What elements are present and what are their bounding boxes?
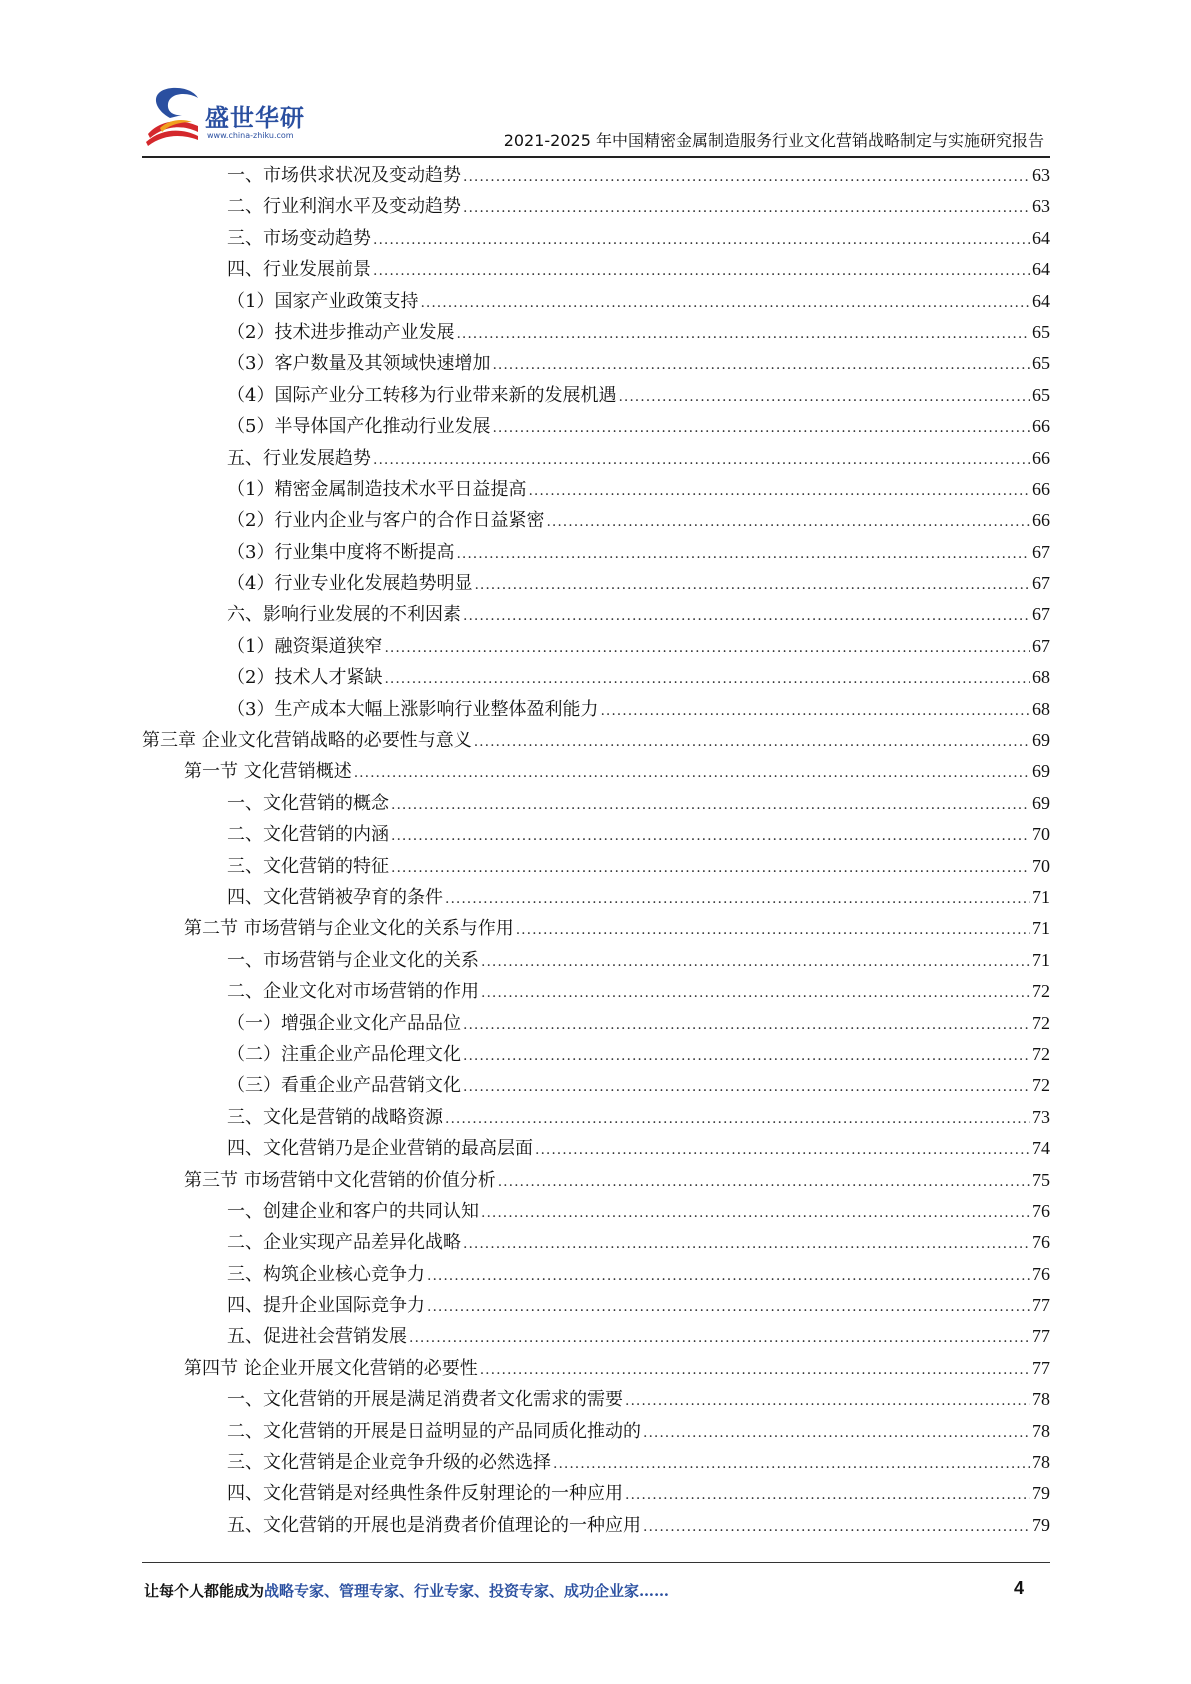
toc-entry-label: 五、促进社会营销发展 <box>227 1326 407 1348</box>
toc-entry[interactable] <box>142 1447 1050 1478</box>
toc-entry-label: 二、企业实现产品差异化战略 <box>227 1232 461 1254</box>
slogan-lead: 让每个人都能成为 <box>144 1582 265 1600</box>
toc-dot-leader <box>391 821 1030 852</box>
toc-entry-page: 64 <box>1032 290 1050 311</box>
page-number: 4 <box>1014 1578 1025 1598</box>
toc-dot-leader <box>384 633 1030 664</box>
toc-entry-label: 六、影响行业发展的不利因素 <box>227 604 461 626</box>
toc-entry[interactable] <box>142 317 1050 348</box>
toc-dot-leader <box>391 790 1030 821</box>
toc-entry[interactable] <box>142 1353 1050 1384</box>
toc-entry-label: （2）行业内企业与客户的合作日益紧密 <box>227 510 545 532</box>
toc-entry-label: 四、文化营销被孕育的条件 <box>227 886 443 908</box>
toc-entry-label: （1）国家产业政策支持 <box>227 290 419 312</box>
report-title: 2021-2025 年中国精密金属制造服务行业文化营销战略制定与实施研究报告 <box>503 131 1044 150</box>
toc-entry[interactable] <box>142 945 1050 976</box>
toc-entry[interactable] <box>142 976 1050 1007</box>
toc-entry-page: 74 <box>1032 1138 1050 1159</box>
toc-dot-leader <box>474 727 1030 758</box>
toc-dot-leader <box>481 947 1030 978</box>
toc-dot-leader <box>643 1418 1030 1449</box>
toc-dot-leader <box>463 1229 1030 1260</box>
toc-entry-label: （二）注重企业产品伦理文化 <box>227 1043 461 1065</box>
toc-entry-page: 70 <box>1032 824 1050 845</box>
toc-dot-leader <box>463 1072 1030 1103</box>
toc-entry-label: （1）精密金属制造技术水平日益提高 <box>227 478 527 500</box>
toc-dot-leader <box>492 350 1030 381</box>
toc-dot-leader <box>528 476 1030 507</box>
toc-entry-page: 66 <box>1032 416 1050 437</box>
toc-entry-label: 三、文化营销的特征 <box>227 855 389 877</box>
toc-dot-leader <box>600 696 1030 727</box>
toc-entry-label: （一）增强企业文化产品品位 <box>227 1012 461 1034</box>
toc-entry[interactable] <box>142 788 1050 819</box>
toc-entry-label: 三、构筑企业核心竞争力 <box>227 1263 425 1285</box>
toc-entry[interactable] <box>142 223 1050 254</box>
toc-dot-leader <box>618 382 1030 413</box>
toc-dot-leader <box>474 570 1030 601</box>
toc-entry[interactable] <box>142 1478 1050 1509</box>
toc-entry-page: 72 <box>1032 981 1050 1002</box>
toc-entry[interactable] <box>142 160 1050 191</box>
toc-entry-page: 79 <box>1032 1514 1050 1535</box>
toc-dot-leader <box>463 1010 1030 1041</box>
toc-dot-leader <box>498 1167 1030 1198</box>
toc-entry-label: 三、文化是营销的战略资源 <box>227 1106 443 1128</box>
toc-entry-page: 78 <box>1032 1452 1050 1473</box>
toc-dot-leader <box>427 1261 1030 1292</box>
toc-entry-label: 一、市场营销与企业文化的关系 <box>227 949 479 971</box>
toc-entry-page: 65 <box>1032 384 1050 405</box>
logo-url: www.china-zhiku.com <box>207 131 294 140</box>
toc-entry-page: 66 <box>1032 510 1050 531</box>
toc-entry-page: 64 <box>1032 227 1050 248</box>
toc-entry-page: 72 <box>1032 1012 1050 1033</box>
toc-entry[interactable] <box>142 348 1050 379</box>
toc-dot-leader <box>625 1386 1030 1417</box>
toc-entry-label: 四、提升企业国际竞争力 <box>227 1295 425 1317</box>
toc-entry-page: 69 <box>1032 792 1050 813</box>
toc-entry-page: 71 <box>1032 949 1050 970</box>
toc-entry[interactable] <box>142 694 1050 725</box>
toc-entry-page: 78 <box>1032 1420 1050 1441</box>
toc-entry-page: 66 <box>1032 447 1050 468</box>
toc-entry[interactable] <box>142 631 1050 662</box>
toc-dot-leader <box>456 539 1030 570</box>
toc-entry[interactable] <box>142 1416 1050 1447</box>
toc-entry-page: 67 <box>1032 573 1050 594</box>
toc-entry-page: 78 <box>1032 1389 1050 1410</box>
toc-dot-leader <box>373 256 1030 287</box>
toc-entry[interactable] <box>142 411 1050 442</box>
toc-entry-label: （1）融资渠道狭窄 <box>227 635 383 657</box>
toc-entry-page: 67 <box>1032 604 1050 625</box>
toc-entry-page: 69 <box>1032 730 1050 751</box>
toc-entry-label: （2）技术人才紧缺 <box>227 667 383 689</box>
toc-entry-page: 76 <box>1032 1232 1050 1253</box>
toc-entry[interactable] <box>142 882 1050 913</box>
toc-entry-label: 四、行业发展前景 <box>227 259 371 281</box>
toc-entry-page: 77 <box>1032 1357 1050 1378</box>
toc-entry[interactable] <box>142 819 1050 850</box>
toc-entry-label: （2）技术进步推动产业发展 <box>227 321 455 343</box>
toc-dot-leader <box>427 1292 1030 1323</box>
toc-entry-label: 二、行业利润水平及变动趋势 <box>227 196 461 218</box>
logo-name: 盛世华研 <box>205 104 305 132</box>
toc-entry[interactable] <box>142 1133 1050 1164</box>
toc-entry[interactable] <box>142 1039 1050 1070</box>
toc-entry-page: 70 <box>1032 855 1050 876</box>
toc-entry-label: 三、文化营销是企业竞争升级的必然选择 <box>227 1452 551 1474</box>
table-of-contents <box>142 160 1050 1541</box>
toc-entry-label: 一、创建企业和客户的共同认知 <box>227 1200 479 1222</box>
toc-entry-label: 二、企业文化对市场营销的作用 <box>227 981 479 1003</box>
toc-dot-leader <box>391 853 1030 884</box>
toc-entry[interactable] <box>142 286 1050 317</box>
toc-dot-leader <box>354 758 1030 789</box>
toc-entry[interactable] <box>142 599 1050 630</box>
toc-entry-page: 76 <box>1032 1263 1050 1284</box>
toc-entry-label: 一、文化营销的概念 <box>227 792 389 814</box>
footer-divider <box>142 1562 1050 1563</box>
toc-entry-label: 四、文化营销乃是企业营销的最高层面 <box>227 1138 533 1160</box>
toc-dot-leader <box>463 601 1030 632</box>
toc-entry[interactable] <box>142 756 1050 787</box>
footer-slogan <box>144 1580 669 1601</box>
toc-entry-page: 72 <box>1032 1043 1050 1064</box>
toc-dot-leader <box>480 1355 1030 1386</box>
toc-entry-label: 第三节 市场营销中文化营销的价值分析 <box>184 1169 496 1191</box>
toc-entry-label: （3）生产成本大幅上涨影响行业整体盈利能力 <box>227 698 599 720</box>
toc-entry[interactable] <box>142 568 1050 599</box>
toc-entry[interactable] <box>142 1196 1050 1227</box>
toc-entry-page: 77 <box>1032 1326 1050 1347</box>
toc-entry-page: 71 <box>1032 886 1050 907</box>
toc-entry-page: 66 <box>1032 478 1050 499</box>
toc-dot-leader <box>516 915 1030 946</box>
toc-entry-page: 79 <box>1032 1483 1050 1504</box>
toc-entry-label: （5）半导体国产化推动行业发展 <box>227 416 491 438</box>
toc-entry-label: 第一节 文化营销概述 <box>184 761 352 783</box>
toc-entry[interactable] <box>142 474 1050 505</box>
toc-entry-label: 第三章 企业文化营销战略的必要性与意义 <box>142 730 472 752</box>
toc-dot-leader <box>420 288 1030 319</box>
toc-entry-page: 73 <box>1032 1106 1050 1127</box>
toc-entry[interactable] <box>142 1008 1050 1039</box>
toc-dot-leader <box>546 507 1030 538</box>
toc-entry-page: 76 <box>1032 1200 1050 1221</box>
page-header <box>0 0 1191 160</box>
toc-entry[interactable] <box>142 505 1050 536</box>
toc-entry[interactable] <box>142 443 1050 474</box>
toc-entry-label: 第二节 市场营销与企业文化的关系与作用 <box>184 918 514 940</box>
toc-entry-label: （4）国际产业分工转移为行业带来新的发展机遇 <box>227 384 617 406</box>
toc-dot-leader <box>373 225 1030 256</box>
toc-entry[interactable] <box>142 1259 1050 1290</box>
toc-dot-leader <box>643 1512 1030 1543</box>
toc-dot-leader <box>373 445 1030 476</box>
toc-entry[interactable] <box>142 913 1050 944</box>
toc-entry-page: 65 <box>1032 353 1050 374</box>
toc-entry-label: （三）看重企业产品营销文化 <box>227 1075 461 1097</box>
toc-entry-page: 75 <box>1032 1169 1050 1190</box>
toc-dot-leader <box>625 1480 1030 1511</box>
header-divider <box>142 156 1050 158</box>
toc-dot-leader <box>463 1041 1030 1072</box>
toc-entry[interactable] <box>142 1384 1050 1415</box>
toc-dot-leader <box>481 1198 1030 1229</box>
toc-dot-leader <box>456 319 1030 350</box>
toc-entry-page: 69 <box>1032 761 1050 782</box>
toc-entry[interactable] <box>142 1321 1050 1352</box>
toc-entry-page: 63 <box>1032 196 1050 217</box>
toc-entry[interactable] <box>142 254 1050 285</box>
toc-entry-label: 一、市场供求状况及变动趋势 <box>227 165 461 186</box>
toc-entry-label: 二、文化营销的内涵 <box>227 824 389 846</box>
toc-entry[interactable] <box>142 1227 1050 1258</box>
slogan-roles: 战略专家、管理专家、行业专家、投资专家、成功企业家…… <box>264 1582 670 1600</box>
toc-entry-label: 五、文化营销的开展也是消费者价值理论的一种应用 <box>227 1514 641 1536</box>
toc-entry[interactable] <box>142 662 1050 693</box>
toc-entry-page: 67 <box>1032 541 1050 562</box>
toc-dot-leader <box>409 1323 1030 1354</box>
toc-entry-label: （4）行业专业化发展趋势明显 <box>227 573 473 595</box>
toc-entry-page: 63 <box>1032 165 1050 185</box>
toc-entry[interactable] <box>142 725 1050 756</box>
toc-entry-label: 四、文化营销是对经典性条件反射理论的一种应用 <box>227 1483 623 1505</box>
toc-dot-leader <box>535 1135 1030 1166</box>
toc-entry-page: 77 <box>1032 1295 1050 1316</box>
toc-dot-leader <box>445 1104 1030 1135</box>
toc-entry[interactable] <box>142 1102 1050 1133</box>
toc-entry[interactable] <box>142 1070 1050 1101</box>
toc-entry-page: 71 <box>1032 918 1050 939</box>
toc-entry-page: 67 <box>1032 635 1050 656</box>
toc-dot-leader <box>445 884 1030 915</box>
toc-dot-leader <box>481 978 1030 1009</box>
toc-dot-leader <box>463 162 1030 193</box>
toc-entry[interactable] <box>142 537 1050 568</box>
toc-entry-label: 五、行业发展趋势 <box>227 447 371 469</box>
toc-dot-leader <box>492 413 1030 444</box>
toc-dot-leader <box>384 664 1030 695</box>
toc-entry[interactable] <box>142 380 1050 411</box>
toc-entry-label: 二、文化营销的开展是日益明显的产品同质化推动的 <box>227 1420 641 1442</box>
toc-entry-label: （3）客户数量及其领域快速增加 <box>227 353 491 375</box>
toc-entry-page: 68 <box>1032 667 1050 688</box>
toc-entry-page: 64 <box>1032 259 1050 280</box>
toc-entry[interactable] <box>142 1290 1050 1321</box>
toc-entry-label: 第四节 论企业开展文化营销的必要性 <box>184 1357 478 1379</box>
toc-entry[interactable] <box>142 1510 1050 1541</box>
toc-entry-page: 72 <box>1032 1075 1050 1096</box>
toc-entry[interactable] <box>142 1165 1050 1196</box>
toc-entry-page: 65 <box>1032 321 1050 342</box>
toc-entry[interactable] <box>142 851 1050 882</box>
toc-entry-label: （3）行业集中度将不断提高 <box>227 541 455 563</box>
toc-entry[interactable] <box>142 191 1050 222</box>
toc-entry-label: 三、市场变动趋势 <box>227 227 371 249</box>
toc-dot-leader <box>463 193 1030 224</box>
toc-dot-leader <box>553 1449 1030 1480</box>
toc-entry-label: 一、文化营销的开展是满足消费者文化需求的需要 <box>227 1389 623 1411</box>
toc-entry-page: 68 <box>1032 698 1050 719</box>
